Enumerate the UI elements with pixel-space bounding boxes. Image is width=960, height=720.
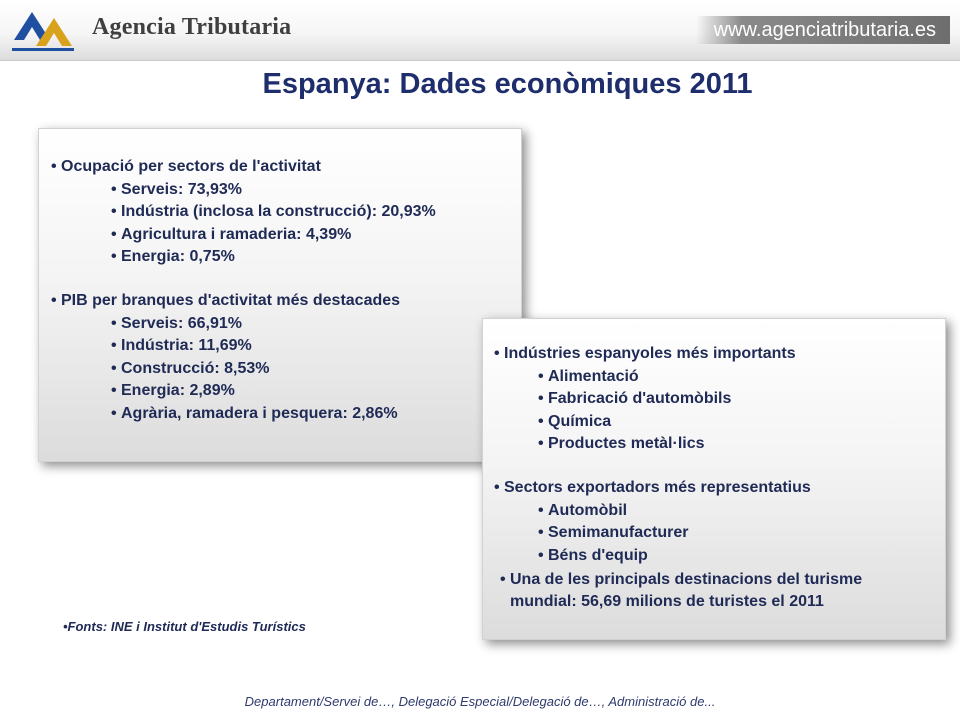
brand-name: Agencia Tributaria bbox=[92, 14, 292, 40]
list-item: • Serveis: 73,93% bbox=[121, 179, 436, 202]
list-item: • Construcció: 8,53% bbox=[121, 358, 400, 381]
list-item: • Química bbox=[548, 411, 796, 434]
list-item: • Energia: 2,89% bbox=[121, 380, 400, 403]
list-item: • Indústria (inclosa la construcció): 20,93% bbox=[121, 201, 436, 224]
footer-text: Departament/Servei de…, Delegació Especial/Delegació de…, Administració de... bbox=[244, 694, 716, 709]
agencia-tributaria-logo-icon bbox=[10, 6, 80, 54]
employment-section bbox=[61, 156, 436, 269]
list-item: • Alimentació bbox=[548, 366, 796, 389]
list-item: • Automòbil bbox=[548, 500, 811, 523]
header-bar bbox=[0, 0, 960, 61]
list-item: • Productes metàl·lics bbox=[548, 433, 796, 456]
employment-heading: • Ocupació per sectors de l'activitat bbox=[61, 156, 436, 179]
list-item: • Fabricació d'automòbils bbox=[548, 388, 796, 411]
site-url-banner: www.agenciatributaria.es bbox=[696, 16, 950, 44]
list-item: • Energia: 0,75% bbox=[121, 246, 436, 269]
tourism-section bbox=[510, 569, 930, 613]
source-note: •Fonts: INE i Institut d'Estudis Turístics bbox=[63, 619, 306, 634]
industries-exports-panel bbox=[482, 318, 946, 640]
employment-gdp-panel bbox=[38, 128, 522, 462]
page-title: Espanya: Dades econòmiques 2011 bbox=[262, 68, 753, 100]
tourism-item bbox=[510, 569, 930, 613]
list-item: • Béns d'equip bbox=[548, 545, 811, 568]
list-item: • Indústria: 11,69% bbox=[121, 335, 400, 358]
exports-heading: • Sectors exportadors més representatius bbox=[504, 477, 811, 500]
tourism-line-1: Una de les principals destinacions del turisme bbox=[510, 571, 863, 588]
list-item: • Serveis: 66,91% bbox=[121, 313, 400, 336]
tourism-line-2: mundial: 56,69 milions de turistes el 2011 bbox=[510, 593, 824, 610]
gdp-section bbox=[61, 290, 400, 425]
industries-heading: • Indústries espanyoles més importants bbox=[504, 343, 796, 366]
gdp-heading: • PIB per branques d'activitat més destacades bbox=[61, 290, 400, 313]
list-item: • Agricultura i ramaderia: 4,39% bbox=[121, 224, 436, 247]
list-item: • Agrària, ramadera i pesquera: 2,86% bbox=[121, 403, 400, 426]
exports-section bbox=[504, 477, 811, 567]
list-item: • Semimanufacturer bbox=[548, 522, 811, 545]
industries-section bbox=[504, 343, 796, 456]
